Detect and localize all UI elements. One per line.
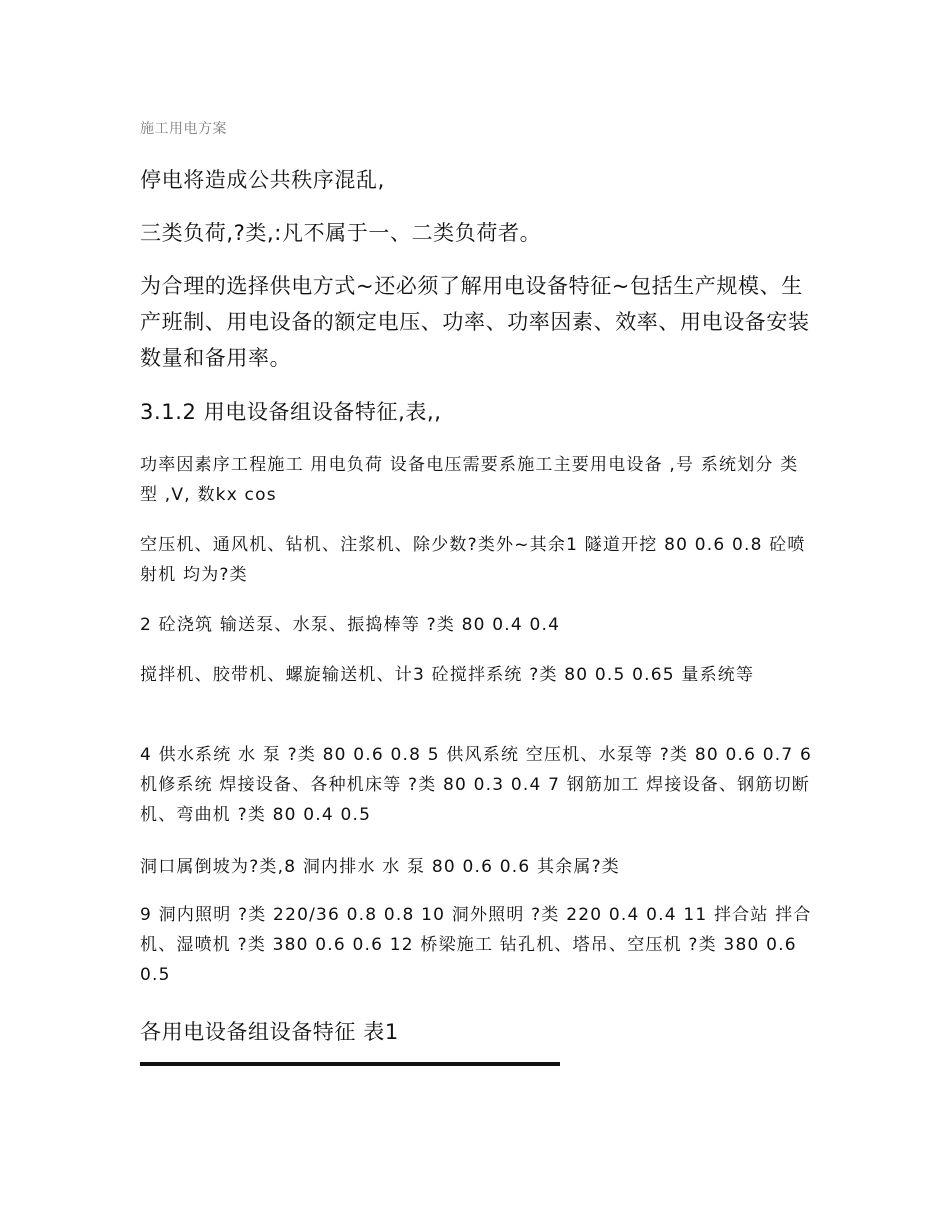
paragraph-class-three-load: 三类负荷,?类,:凡不属于一、二类负荷者。 <box>140 221 542 245</box>
table-top-rule <box>140 1062 560 1066</box>
table-row-text-4-7: 4 供水系统 水 泵 ?类 80 0.6 0.8 5 供风系统 空压机、水泵等 ?类 80 0.6 0.7 6 机修系统 焊接设备、各种机床等 ?类 80 0.3 0.4 7 钢筋加工 焊接设备、钢筋切断机、弯曲机 ?类 80 0.4 0.5 <box>140 745 812 825</box>
table-row-text-9-12: 9 洞内照明 ?类 220/36 0.8 0.8 10 洞外照明 ?类 220 0.4 0.4 11 拌合站 拌合机、湿喷机 ?类 380 0.6 0.6 12 桥梁施工 钻孔机、塔吊、空压机 ?类 380 0.6 0.5 <box>140 905 812 985</box>
table-header-text: 功率因素序工程施工 用电负荷 设备电压需要系施工主要用电设备 ,号 系统划分 类 型 ,V, 数kx cos <box>140 455 799 505</box>
table-row-text-2: 2 砼浇筑 输送泵、水泵、振捣棒等 ?类 80 0.4 0.4 <box>140 615 561 635</box>
paragraph-power-supply-selection: 为合理的选择供电方式~还必须了解用电设备特征~包括生产规模、生产班制、用电设备的额定电压、功率、功率因素、效率、用电设备安装数量和备用率。 <box>140 274 810 370</box>
table-row-text-8: 洞口属倒坡为?类,8 洞内排水 水 泵 80 0.6 0.6 其余属?类 <box>140 857 620 877</box>
table-row-text-3: 搅拌机、胶带机、螺旋输送机、计3 砼搅拌系统 ?类 80 0.5 0.65 量系统等 <box>140 665 755 685</box>
page-header: 施工用电方案 <box>140 121 227 137</box>
table-row-text-1: 空压机、通风机、钻机、注浆机、除少数?类外~其余1 隧道开挖 80 0.6 0.8 砼喷射机 均为?类 <box>140 535 806 585</box>
paragraph-outage: 停电将造成公共秩序混乱, <box>140 168 385 192</box>
section-heading-3-1-2: 3.1.2 用电设备组设备特征,表,, <box>140 400 442 424</box>
table-caption: 各用电设备组设备特征 表1 <box>140 1020 399 1044</box>
